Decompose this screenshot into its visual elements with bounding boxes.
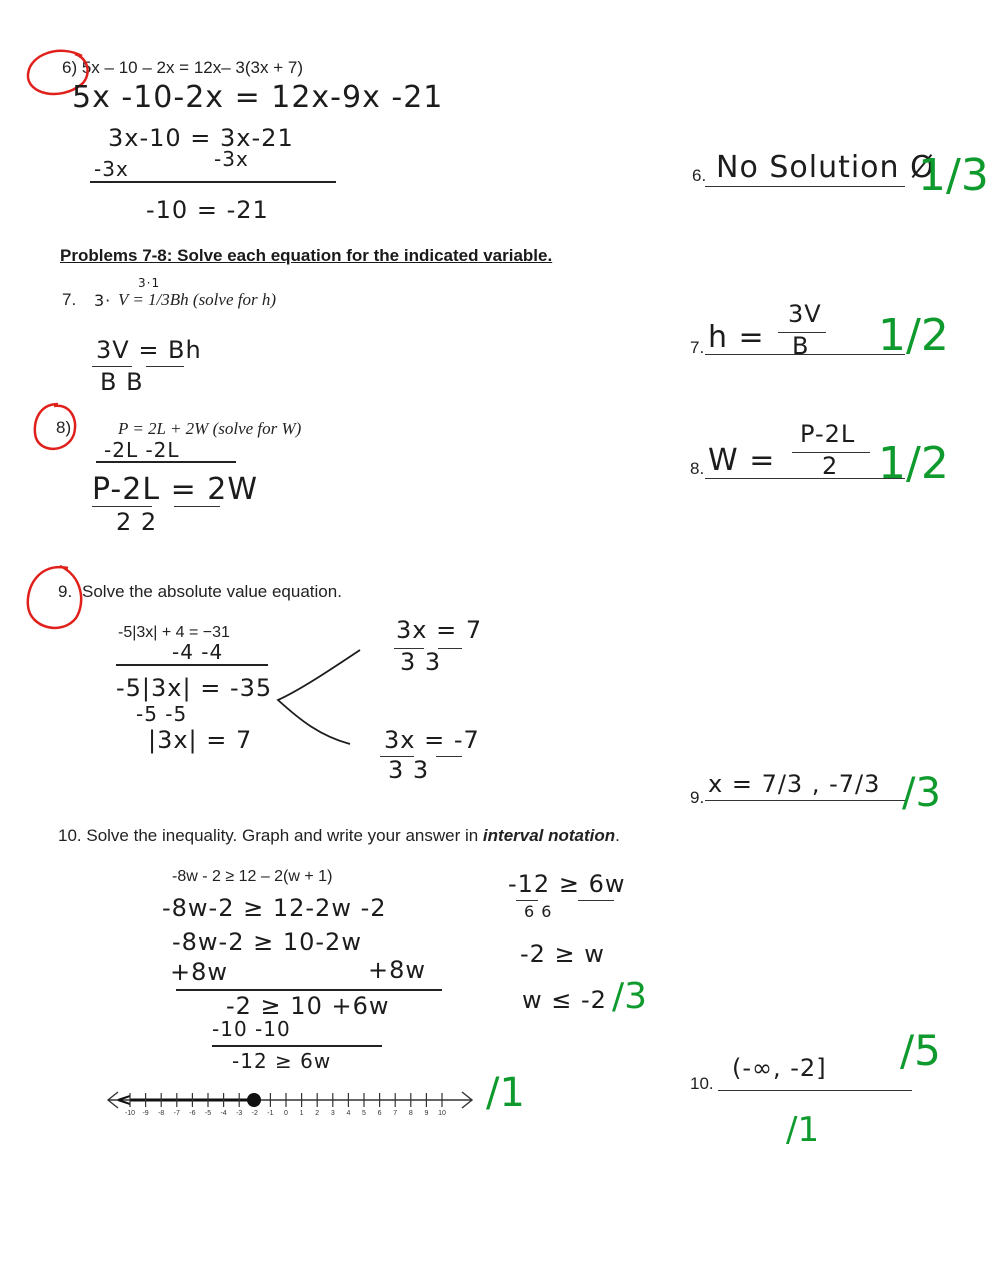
problem-10-side-line-1: -12 ≥ 6w bbox=[508, 870, 626, 898]
problem-6-work-line-1: 5x -10-2x = 12x-9x -21 bbox=[72, 80, 444, 115]
problem-6-prompt: 6) 5x – 10 – 2x = 12x– 3(3x + 7) bbox=[62, 58, 303, 77]
answer-7-line bbox=[705, 354, 905, 355]
problem-9-number: 9. bbox=[58, 582, 73, 601]
number-line-tick-label: -7 bbox=[173, 1110, 180, 1117]
answer-6-value: No Solution Ø bbox=[716, 150, 935, 185]
problem-9-prompt: Solve the absolute value equation. bbox=[82, 582, 342, 601]
problem-6-work-sub-left: -3x bbox=[94, 157, 129, 181]
problem-10-prompt bbox=[58, 826, 620, 846]
problem-8-work-line-2: P-2L = 2W bbox=[92, 472, 259, 507]
number-line bbox=[104, 1084, 484, 1124]
problem-10-work-line-1: -8w-2 ≥ 12-2w -2 bbox=[162, 894, 387, 922]
red-circle-9 bbox=[20, 562, 90, 638]
number-line-tick-label: -5 bbox=[204, 1110, 212, 1117]
work-divider bbox=[212, 1045, 382, 1047]
work-divider bbox=[116, 664, 268, 666]
fraction-bar bbox=[92, 506, 152, 507]
number-line-tick-label: -10 bbox=[124, 1110, 136, 1117]
problem-7-prompt: V = 1/3Bh (solve for h) bbox=[118, 290, 276, 309]
fraction-bar bbox=[578, 900, 614, 901]
answer-8-numerator: P-2L bbox=[800, 420, 856, 448]
fraction-bar bbox=[92, 366, 132, 367]
problem-10-side-line-3: -2 ≥ w bbox=[520, 940, 605, 968]
problem-10-work-line-5: -10 -10 bbox=[212, 1017, 291, 1041]
problem-8-prompt: P = 2L + 2W (solve for W) bbox=[118, 419, 302, 438]
number-line-tick-label: 2 bbox=[315, 1110, 320, 1117]
problem-7-work-bottom: B B bbox=[100, 368, 144, 396]
problem-9-branch-top-div: 3 3 bbox=[400, 648, 442, 676]
answer-7-variable: h = bbox=[708, 320, 765, 355]
answer-9-value: x = 7/3 , -7/3 bbox=[708, 770, 881, 798]
score-6: 1/3 bbox=[918, 150, 989, 201]
work-divider bbox=[176, 989, 442, 991]
problem-10-work-line-6: -12 ≥ 6w bbox=[232, 1049, 332, 1073]
fraction-bar bbox=[516, 900, 538, 901]
number-line-tick-label: 9 bbox=[424, 1110, 429, 1117]
problem-10-work-line-3: +8w bbox=[170, 958, 229, 986]
problem-8-work-line-1: -2L -2L bbox=[104, 438, 180, 462]
problem-8-work-line-3: 2 2 bbox=[116, 508, 158, 536]
problem-6-work-sub-right: -3x bbox=[214, 147, 249, 171]
branch-lines bbox=[270, 640, 390, 760]
answer-7-denominator: B bbox=[792, 332, 810, 360]
number-line-tick-label: 1 bbox=[299, 1110, 304, 1117]
number-line-tick-label: -4 bbox=[220, 1110, 227, 1117]
answer-9-line bbox=[705, 800, 905, 801]
problem-6-work-line-3: -10 = -21 bbox=[146, 196, 269, 224]
problem-8-number: 8) bbox=[56, 418, 72, 437]
problem-7-multiplier: 3· bbox=[94, 291, 112, 310]
answer-7-numerator: 3V bbox=[788, 300, 822, 328]
problem-10-prompt-start: 10. Solve the inequality. Graph and write your answer in bbox=[58, 826, 483, 845]
number-line-tick-label: -1 bbox=[267, 1110, 274, 1117]
answer-7-number: 7. bbox=[690, 338, 705, 357]
number-line-tick-label: 3 bbox=[330, 1110, 335, 1117]
fraction-bar bbox=[174, 506, 220, 507]
answer-8-line bbox=[705, 478, 905, 479]
number-line-tick-label: 6 bbox=[377, 1110, 382, 1117]
work-divider bbox=[96, 461, 236, 463]
problem-9-branch-top: 3x = 7 bbox=[396, 616, 483, 644]
work-divider bbox=[90, 181, 336, 183]
problem-10-side-line-4: w ≤ -2 bbox=[522, 986, 607, 1014]
answer-8-number: 8. bbox=[690, 459, 705, 478]
number-line-tick-label: -9 bbox=[142, 1110, 149, 1117]
answer-8-variable: W = bbox=[708, 443, 776, 478]
problem-6-work-line-2: 3x-10 = 3x-21 bbox=[108, 124, 294, 152]
number-line-tick-label: -6 bbox=[189, 1110, 196, 1117]
problem-7-multiplier-above: 3·1 bbox=[138, 276, 161, 290]
score-10-graph: /1 bbox=[486, 1070, 525, 1116]
answer-10-number: 10. bbox=[690, 1074, 714, 1093]
problem-7-work-top: 3V = Bh bbox=[96, 336, 202, 364]
problem-9-branch-bottom-div: 3 3 bbox=[388, 756, 430, 784]
problem-9-work-line-1: -4 -4 bbox=[172, 640, 224, 664]
answer-9-number: 9. bbox=[690, 788, 705, 807]
answer-8-denominator: 2 bbox=[822, 452, 839, 480]
problem-10-prompt-emphasis: interval notation bbox=[482, 826, 616, 845]
score-10-side: /3 bbox=[612, 976, 648, 1017]
fraction-bar bbox=[146, 366, 184, 367]
problem-10-work-line-2: -8w-2 ≥ 10-2w bbox=[172, 928, 362, 956]
problem-10-inequality: -8w - 2 ≥ 12 – 2(w + 1) bbox=[172, 868, 333, 885]
problem-10-work-line-3b: +8w bbox=[368, 956, 427, 984]
fraction-bar bbox=[436, 756, 462, 757]
problem-9-work-line-2: -5|3x| = -35 bbox=[116, 674, 273, 702]
problem-10-prompt-end: . bbox=[615, 826, 620, 845]
number-line-tick-label: 10 bbox=[438, 1110, 446, 1117]
problem-10-work-line-4: -2 ≥ 10 +6w bbox=[226, 992, 390, 1020]
answer-10-value: (-∞, -2] bbox=[732, 1054, 827, 1082]
score-9: /3 bbox=[902, 770, 941, 816]
problem-9-equation: -5|3x| + 4 = −31 bbox=[118, 624, 230, 641]
number-line-tick-label: 0 bbox=[284, 1110, 288, 1117]
score-10: /5 bbox=[900, 1026, 941, 1075]
problem-7-number: 7. bbox=[62, 290, 77, 309]
score-8: 1/2 bbox=[878, 438, 949, 489]
section-heading: Problems 7-8: Solve each equation for the indicated variable. bbox=[60, 246, 553, 265]
score-7: 1/2 bbox=[878, 310, 949, 361]
problem-10-side-line-2: 6 6 bbox=[524, 902, 553, 921]
problem-9-branch-bottom: 3x = -7 bbox=[384, 726, 480, 754]
number-line-tick-label: -3 bbox=[236, 1110, 243, 1117]
number-line-tick-label: -8 bbox=[158, 1110, 165, 1117]
number-line-tick-label: 7 bbox=[393, 1110, 398, 1117]
number-line-tick-label: -2 bbox=[251, 1110, 258, 1117]
answer-6-line bbox=[705, 186, 905, 187]
answer-10-line bbox=[718, 1090, 912, 1091]
problem-9-work-line-4: |3x| = 7 bbox=[148, 726, 253, 754]
number-line-tick-label: 5 bbox=[362, 1110, 366, 1117]
score-10-interval: /1 bbox=[786, 1110, 820, 1150]
problem-9-work-line-3: -5 -5 bbox=[136, 702, 188, 726]
number-line-tick-label: 4 bbox=[346, 1110, 351, 1117]
number-line-tick-label: 8 bbox=[408, 1110, 413, 1117]
fraction-bar bbox=[438, 648, 462, 649]
answer-6-number: 6. bbox=[692, 166, 707, 185]
